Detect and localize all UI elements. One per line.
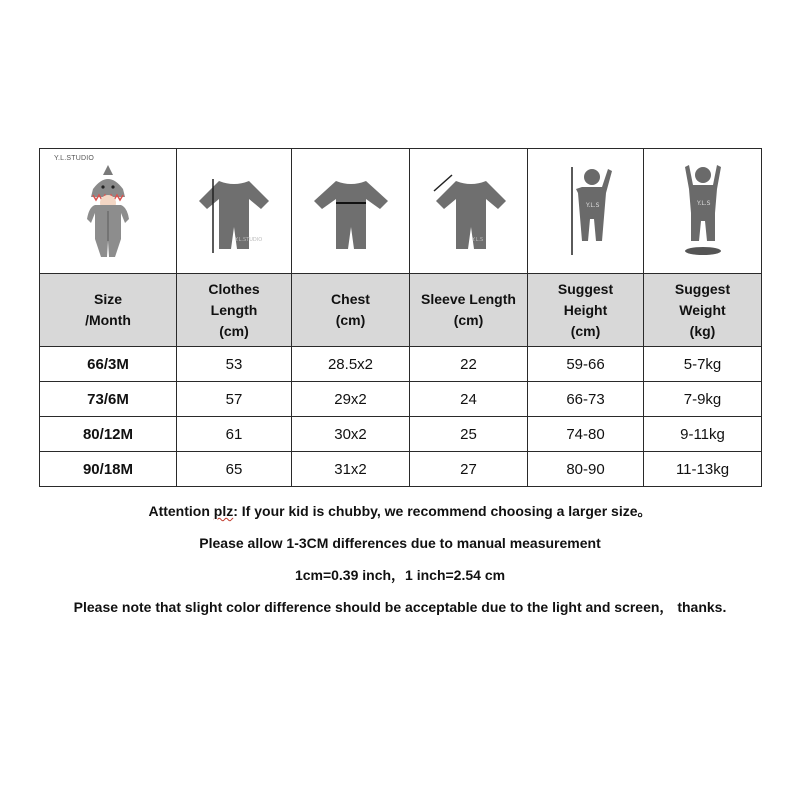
weight-cell: 7-9kg <box>644 382 762 417</box>
svg-text:Y.L.S: Y.L.S <box>471 237 483 243</box>
romper-length-diagram <box>189 161 279 261</box>
sleeve-cell: 27 <box>410 452 528 487</box>
attention-note: Attention plz: If your kid is chubby, we recommend choosing a larger size。 <box>148 503 652 519</box>
length-cell: 65 <box>177 452 292 487</box>
height-figure-cell <box>528 149 644 274</box>
table-row <box>40 452 762 487</box>
product-photo-cell <box>40 149 177 274</box>
header-suggest-height: Suggest Height (cm) <box>528 274 644 347</box>
chest-cell: 28.5x2 <box>292 347 410 382</box>
weight-cell: 5-7kg <box>644 347 762 382</box>
sleeve-cell: 24 <box>410 382 528 417</box>
size-chart-table <box>39 148 762 487</box>
conversion-note: 1cm=0.39 inch，1 inch=2.54 cm <box>294 567 506 583</box>
length-cell: 61 <box>177 417 292 452</box>
chest-diagram-cell <box>292 149 410 274</box>
chest-cell: 29x2 <box>292 382 410 417</box>
sleeve-cell: 22 <box>410 347 528 382</box>
size-cell: 80/12M <box>40 417 177 452</box>
figure-watermark: Y.L.S <box>585 202 599 209</box>
header-suggest-weight: Suggest Weight (kg) <box>644 274 762 347</box>
clothes-length-diagram-cell <box>177 149 292 274</box>
header-size: Size /Month <box>40 274 177 347</box>
chest-cell: 30x2 <box>292 417 410 452</box>
measurement-note: Please allow 1-3CM differences due to manual measurement <box>199 535 601 551</box>
brand-label: Y.L.STUDIO <box>54 155 94 162</box>
length-cell: 53 <box>177 347 292 382</box>
romper-sleeve-diagram <box>424 161 514 261</box>
size-cell: 73/6M <box>40 382 177 417</box>
header-clothes-length: Clothes Length (cm) <box>177 274 292 347</box>
color-note: Please note that slight color difference should be acceptable due to the light and screen， thanks. <box>73 599 727 615</box>
romper-chest-diagram <box>306 161 396 261</box>
child-height-figure <box>546 159 626 263</box>
sleeve-cell: 25 <box>410 417 528 452</box>
height-cell: 80-90 <box>528 452 644 487</box>
size-cell: 90/18M <box>40 452 177 487</box>
child-weight-figure <box>663 159 743 263</box>
size-cell: 66/3M <box>40 347 177 382</box>
height-cell: 66-73 <box>528 382 644 417</box>
table-row <box>40 382 762 417</box>
sleeve-diagram-cell <box>410 149 528 274</box>
svg-text:Y.L.STUDIO: Y.L.STUDIO <box>235 237 263 243</box>
weight-figure-cell <box>644 149 762 274</box>
weight-cell: 9-11kg <box>644 417 762 452</box>
header-chest: Chest (cm) <box>292 274 410 347</box>
header-sleeve-length: Sleeve Length (cm) <box>410 274 528 347</box>
weight-cell: 11-13kg <box>644 452 762 487</box>
table-row <box>40 417 762 452</box>
height-cell: 59-66 <box>528 347 644 382</box>
shark-romper-image <box>73 161 143 261</box>
figure-watermark: Y.L.S <box>696 200 710 207</box>
table-row <box>40 347 762 382</box>
chest-cell: 31x2 <box>292 452 410 487</box>
notes-section <box>0 500 800 628</box>
length-cell: 57 <box>177 382 292 417</box>
illustration-row <box>40 149 762 274</box>
header-row <box>40 274 762 347</box>
height-cell: 74-80 <box>528 417 644 452</box>
